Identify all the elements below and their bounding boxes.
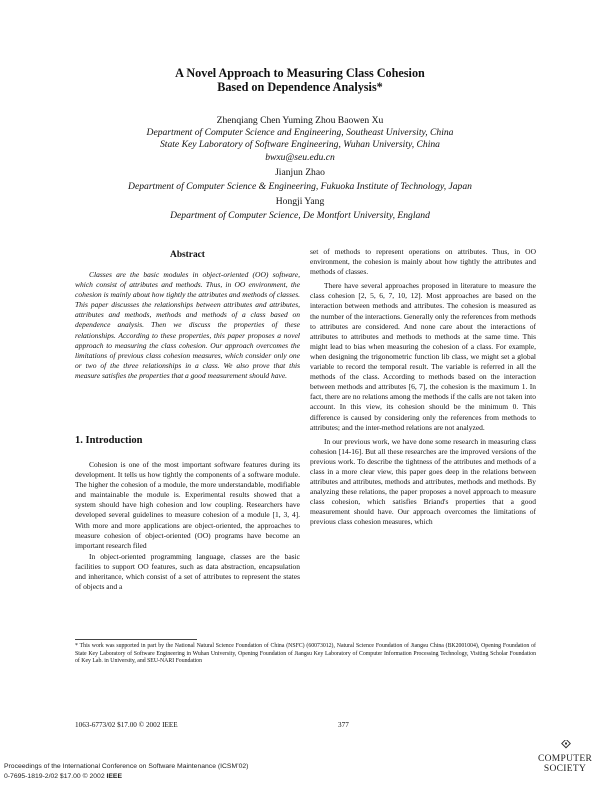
intro-paragraph-1: Cohesion is one of the most important software features during its development. It tells us how tightly the components of a software module. The higher the cohesion of a module, the more understandable, modifiable and maintainable the module is. Experimental results showed that a system should have high cohesion and low coupling. Researchers have developed several guidelines to measure cohesion of a module [1, 3, 4]. With more and more applications are object-oriented, the approaches to measure cohesion of object-oriented (OO) programs have become an important research filed bbox=[75, 460, 300, 550]
ieee-mark: IEEE bbox=[106, 773, 123, 780]
abstract-heading: Abstract bbox=[170, 250, 205, 260]
issn-line: 1063-6773/02 $17.00 © 2002 IEEE bbox=[75, 721, 178, 729]
footnote-divider bbox=[75, 639, 197, 640]
affiliation-fukuoka: Department of Computer Science & Engineering, Fukuoka Institute of Technology, Japan bbox=[128, 181, 472, 192]
right-paragraph-3: In our previous work, we have done some research in measuring class cohesion [14-16]. But all these researches are the improved versions of the previous work. To describe the tightness of the attributes and methods of a class in a more clear view, this paper goes deep in the relations between attributes and attributes, methods and attributes, methods and methods. By analyzing these relations, the paper proposes a novel approach to measure class cohesion, which satisfies Briand's properties that a good measurement should have. Our approach overcomes the limitations of previous class cohesion measures, which bbox=[310, 436, 536, 527]
logo-word-computer: COMPUTER bbox=[538, 754, 593, 764]
paper-title-line-1: A Novel Approach to Measuring Class Cohesion bbox=[175, 66, 425, 80]
ieee-diamond-icon bbox=[560, 740, 572, 749]
funding-footnote: * This work was supported in part by the National Natural Science Foundation of China (NSFC) (60073012), Natural Science Foundation of Jiangsu China (BK2001004), Opening Foundation of State Key Laboratory of Software Engineering in Wuhan University, Opening Foundation of Jiangsu Key Laboratory of Computer Information Processing Technology, Visiting Scholar Foundation of Key Lab. in University, and SEU-NARI Foundation bbox=[75, 643, 536, 664]
abstract-text: Classes are the basic modules in object-oriented (OO) software, which consist of attributes and methods. Thus, in OO environment, the cohesion is mainly about how tightly the attributes and methods of classes. This paper discusses the relationships between attributes and attributes, attributes and methods, methods and methods of a class based on dependence analysis. Then we discuss the properties of these relationships. According to these properties, this paper proposes a novel approach to measuring the class cohesion. Our approach overcomes the limitations of previous class cohesion measures, which consider only one or two of the three relationships in a class. We also prove that this measure satisfies the properties that a good measurement should have. bbox=[75, 270, 300, 380]
right-paragraph-1: set of methods to represent operations on attributes. Thus, in OO environment, the cohesion is mainly about how tightly the attributes and methods of classes. bbox=[310, 247, 536, 277]
right-column-body bbox=[310, 247, 536, 528]
proceedings-isbn bbox=[4, 772, 122, 781]
proceedings-title: Proceedings of the International Conference on Software Maintenance (ICSM’02) bbox=[4, 763, 249, 770]
author-yang: Hongji Yang bbox=[275, 196, 325, 207]
affiliation-de-montfort: Department of Computer Science, De Montfort University, England bbox=[170, 210, 430, 221]
paper-title-line-2: Based on Dependence Analysis* bbox=[217, 80, 383, 94]
author-zhao: Jianjun Zhao bbox=[275, 167, 325, 178]
page-number: 377 bbox=[338, 721, 349, 729]
logo-word-society: SOCIETY bbox=[543, 764, 587, 774]
affiliation-wuhan: State Key Laboratory of Software Engineering, Wuhan University, China bbox=[160, 139, 440, 150]
introduction-heading: 1. Introduction bbox=[75, 435, 143, 446]
affiliation-southeast: Department of Computer Science and Engineering, Southeast University, China bbox=[146, 127, 454, 138]
author-email: bwxu@seu.edu.cn bbox=[265, 152, 335, 163]
introduction-body bbox=[75, 460, 300, 592]
intro-paragraph-2: In object-oriented programming language, classes are the basic facilities to support OO features, such as data abstraction, encapsulation and inheritance, which consist of a set of attributes to represent the states of objects and a bbox=[75, 551, 300, 592]
computer-society-logo bbox=[538, 740, 592, 782]
proceedings-isbn-text: 0-7695-1819-2/02 $17.00 © 2002 bbox=[4, 773, 107, 780]
author-names: Zhenqiang Chen Yuming Zhou Baowen Xu bbox=[216, 115, 384, 126]
right-paragraph-2: There have several approaches proposed in literature to measure the class cohesion [2, 5, 6, 7, 10, 12]. Most approaches are based on the interaction between methods and attributes. The cohesion is measured as the number of the interactions. Generally only the references from methods to attributes are considered. And none care about the interactions of attributes to attributes and methods to methods at the same time. This might lead to bias when measuring the cohesion of a class. For example, when designing the trigonometric function lib class, we might set a global variable to record the temporal result. The variable is referred in all the methods of the class. According to methods based on the interaction between methods and attributes [6, 7], the cohesion is the maximum 1. In fact, there are no relations among the methods if the calls are not taken into account. In this view, its cohesion should be the minimum 0. This difference is caused by considering only the references from methods to attributes; and the inter-method relations are not analyzed. bbox=[310, 281, 536, 432]
